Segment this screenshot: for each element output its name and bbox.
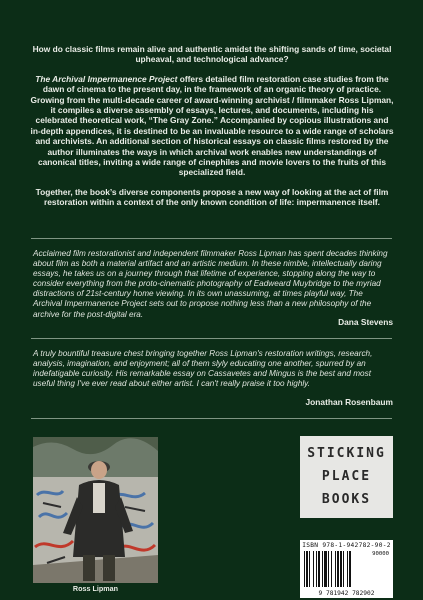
author-photo	[33, 437, 158, 594]
author-photo-image	[33, 437, 158, 583]
blurb-quote-2: A truly bountiful treasure chest bringing together Ross Lipman's restoration writings, research, analysis, imagination, and enjoyment; all of them slyly educating one another, spurred by an indefatigable curiosity. His remarkable essay on Cassavetes and Mingus is the best and most useful thing I've ever read about either artist. I can't really praise it too highly.	[33, 349, 373, 389]
divider-bottom	[31, 418, 392, 419]
barcode-icon	[304, 551, 366, 589]
publisher-line-1: STICKING	[307, 446, 386, 461]
publisher-logo	[300, 436, 393, 518]
publisher-line-3: BOOKS	[321, 492, 372, 507]
photo-caption: Ross Lipman	[72, 584, 119, 593]
barcode-panel	[300, 540, 393, 598]
intro-block	[30, 44, 394, 217]
intro-description	[30, 74, 394, 178]
intro-conclusion: Together, the book’s diverse components propose a new way of looking at the act of film restoration within a context of the only known condition of life: impermanence itself.	[35, 186, 389, 208]
blurb-quote-1: Acclaimed film restorationist and independent filmmaker Ross Lipman has spent decades thinking about film as both a material artifact and an artistic medium. In these nimble, intellectually daring essays, he takes us on a journey through that lifetime of experience, stopping along the way to consider everything from the proto-cinematic photography of Eadweard Muybridge to the myriad distractions of 21st-century home viewing. In its own unassuming, at times playful way, The Archival Impermanence Project sets out to propose nothing less than a new philosophy of the archive for the post-digital era.	[33, 249, 388, 319]
divider-middle	[31, 338, 392, 339]
divider-top	[31, 238, 392, 239]
blurb-author-1: Dana Stevens	[338, 317, 393, 327]
ean-text: 9 781942 782902	[318, 590, 375, 597]
blurb-author-2: Jonathan Rosenbaum	[305, 397, 393, 407]
intro-description-text: offers detailed film restoration case studies from the dawn of cinema to the present day, in the framework of an organic theory of practice. Growing from the multi-decade career of award-winning archivist / filmmaker Ross Lipman, it compiles a diverse assembly of essays, lectures, and documents, including his celebrated theoretical work, “The Gray Zone.” Accompanied by copious illustrations and in-depth appendices, it is destined to be an invaluable resource to a wide range of scholars and archivists. An additional section of historical essays on classic films restored by the author illuminates the ways in which archival work enables new understandings of canonical titles, inviting a wide range of cinephiles and movie lovers to the fruits of this specialized field.	[30, 73, 394, 178]
intro-question: How do classic films remain alive and authentic amidst the shifting sands of time, societal upheaval, and technological advance?	[32, 44, 392, 65]
isbn-text: ISBN 978-1-942782-90-2	[302, 542, 391, 549]
publisher-line-2: PLACE	[321, 469, 372, 484]
price-code: 90000	[372, 551, 389, 557]
book-title: The Archival Impermanence Project	[35, 73, 178, 84]
